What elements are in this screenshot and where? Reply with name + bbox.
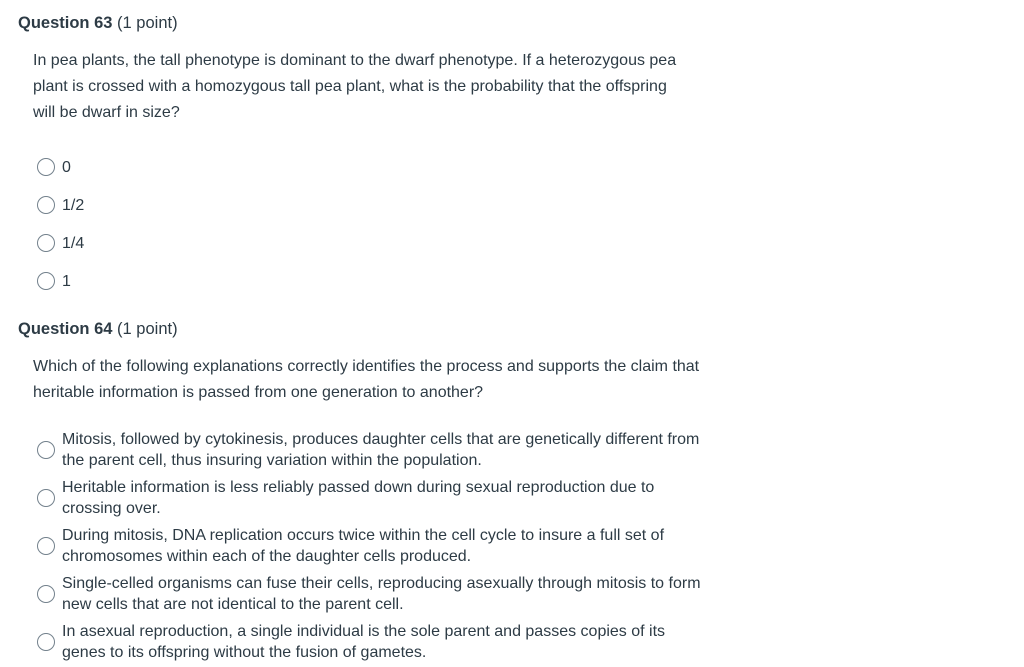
- answer-label: Mitosis, followed by cytokinesis, produces daughter cells that are genetically different from the parent cell, thus insuring variation within the population.: [62, 431, 700, 469]
- answer-label: 1: [62, 272, 71, 290]
- question-header: [18, 12, 738, 34]
- question-number: Question 63: [18, 14, 113, 32]
- answer-option[interactable]: [18, 618, 738, 666]
- question-points: (1 point): [117, 320, 178, 338]
- answer-label: During mitosis, DNA replication occurs twice within the cell cycle to insure a full set of chromosomes within each of the daughter cells produced.: [62, 527, 665, 565]
- question-63: [18, 12, 738, 300]
- radio-button[interactable]: [37, 585, 55, 603]
- question-text: In pea plants, the tall phenotype is dominant to the dwarf phenotype. If a heterozygous pea plant is crossed with a homozygous tall pea plant, what is the probability that the offspring will be dwarf in size?: [33, 52, 677, 121]
- radio-button[interactable]: [37, 234, 55, 252]
- answer-label: 0: [62, 158, 71, 176]
- answer-option[interactable]: [18, 474, 738, 522]
- radio-button[interactable]: [37, 489, 55, 507]
- answer-label: 1/2: [62, 196, 85, 214]
- radio-button[interactable]: [37, 158, 55, 176]
- answer-option[interactable]: [18, 426, 738, 474]
- radio-button[interactable]: [37, 633, 55, 651]
- answer-option[interactable]: [18, 570, 738, 618]
- answer-list: [18, 426, 738, 666]
- question-text: Which of the following explanations correctly identifies the process and supports the claim that heritable information is passed from one generation to another?: [33, 358, 700, 401]
- radio-button[interactable]: [37, 441, 55, 459]
- answer-option[interactable]: [18, 262, 738, 300]
- question-points: (1 point): [117, 14, 178, 32]
- answer-list: [18, 148, 738, 300]
- question-header: [18, 318, 738, 340]
- answer-label: Heritable information is less reliably passed down during sexual reproduction due to crossing over.: [62, 479, 655, 517]
- question-number: Question 64: [18, 320, 113, 338]
- answer-option[interactable]: [18, 186, 738, 224]
- answer-label: Single-celled organisms can fuse their cells, reproducing asexually through mitosis to form new cells that are not identical to the parent cell.: [62, 575, 701, 613]
- answer-option[interactable]: [18, 522, 738, 570]
- radio-button[interactable]: [37, 537, 55, 555]
- radio-button[interactable]: [37, 196, 55, 214]
- answer-label: In asexual reproduction, a single individual is the sole parent and passes copies of its genes to its offspring without the fusion of gametes.: [62, 623, 666, 661]
- answer-option[interactable]: [18, 148, 738, 186]
- answer-option[interactable]: [18, 224, 738, 262]
- question-64: [18, 318, 738, 666]
- radio-button[interactable]: [37, 272, 55, 290]
- answer-label: 1/4: [62, 234, 85, 252]
